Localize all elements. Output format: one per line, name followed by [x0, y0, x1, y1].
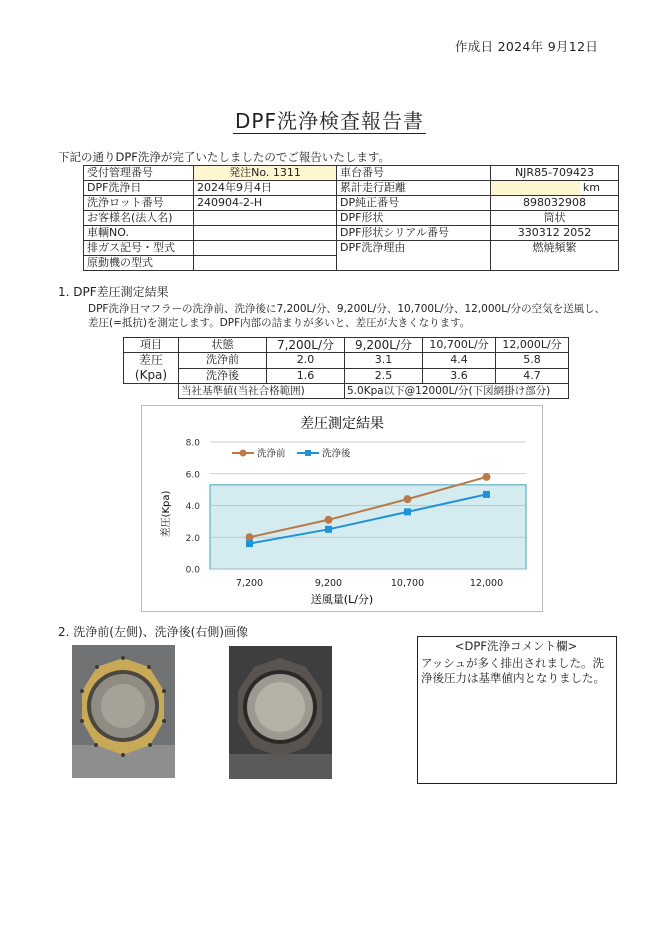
info-label: 原動機の型式 — [84, 256, 194, 271]
after-value: 4.7 — [496, 368, 569, 384]
info-label: DPF形状 — [337, 211, 491, 226]
legend-label: 洗浄後 — [322, 448, 351, 460]
info-label: 洗浄ロット番号 — [84, 196, 194, 211]
before-data-point — [483, 473, 491, 481]
info-label: DPF洗浄日 — [84, 181, 194, 196]
y-tick-label: 6.0 — [185, 470, 200, 481]
x-tick-label: 9,200 — [314, 578, 343, 589]
before-data-point — [325, 516, 333, 524]
after-filter-image — [229, 646, 332, 779]
info-label: 車台番号 — [337, 166, 491, 181]
y-tick-label: 8.0 — [185, 438, 200, 449]
standard-label: 当社基準値(当社合格範囲) — [179, 384, 345, 399]
pressure-label: 差圧 (Kpa) — [124, 353, 179, 384]
flow-header: 12,000L/分 — [496, 338, 569, 353]
chart-plot-area — [186, 439, 526, 590]
before-label: 洗浄前 — [179, 353, 267, 369]
legend-marker — [305, 450, 311, 456]
dpf-shape: 筒状 — [491, 211, 619, 226]
flow-header: 10,700L/分 — [423, 338, 496, 353]
lot-number: 240904-2-H — [194, 196, 337, 211]
table-row — [84, 226, 619, 241]
after-value: 1.6 — [267, 368, 345, 384]
after-data-point — [246, 540, 253, 547]
after-data-point — [404, 508, 411, 515]
legend-marker — [240, 450, 247, 457]
standard-value: 5.0Kpa以下@12000L/分(下図網掛け部分) — [345, 384, 569, 399]
report-title-text: DPF洗浄検査報告書 — [235, 109, 424, 133]
info-label: 車輌NO. — [84, 226, 194, 241]
after-label: 洗浄後 — [179, 368, 267, 384]
info-table — [83, 165, 619, 271]
before-value: 2.0 — [267, 353, 345, 369]
customer-name — [194, 211, 337, 226]
table-row — [84, 241, 619, 256]
after-cleaning-photo — [229, 646, 332, 779]
table-row — [84, 196, 619, 211]
info-label: 排ガス記号・型式 — [84, 241, 194, 256]
after-value: 2.5 — [345, 368, 423, 384]
y-tick-label: 2.0 — [185, 533, 200, 544]
x-tick-label: 12,000 — [469, 578, 504, 589]
emission-code — [194, 241, 337, 256]
pressure-chart — [141, 405, 543, 612]
before-filter-image — [72, 645, 175, 778]
x-axis-label: 送風量(L/分) — [310, 593, 374, 606]
x-tick-label: 10,700 — [390, 578, 425, 589]
report-title — [0, 105, 659, 134]
section1-heading: 1. DPF差圧測定結果 — [58, 285, 169, 299]
cleaning-reason: 燃焼頻繁 — [491, 241, 619, 271]
created-date: 作成日 2024年 9月12日 — [455, 39, 599, 54]
state-header: 状態 — [179, 338, 267, 353]
before-data-point — [404, 495, 412, 503]
section2-heading: 2. 洗浄前(左側)、洗浄後(右側)画像 — [58, 625, 248, 639]
table-row — [124, 384, 569, 399]
chassis-number: NJR85-709423 — [491, 166, 619, 181]
before-value: 3.1 — [345, 353, 423, 369]
chart-svg — [142, 406, 542, 611]
dp-part-number: 898032908 — [491, 196, 619, 211]
order-number: 発注No. 1311 — [194, 166, 337, 181]
y-tick-label: 4.0 — [185, 502, 200, 512]
info-label: DPF形状シリアル番号 — [337, 226, 491, 241]
flow-header: 7,200L/分 — [267, 338, 345, 353]
after-data-point — [325, 526, 332, 533]
intro-text: 下記の通りDPF洗浄が完了いたしましたのでご報告いたします。 — [58, 150, 390, 164]
before-data-point — [246, 533, 254, 541]
legend-label: 洗浄前 — [257, 448, 286, 460]
mileage-field: km — [491, 181, 619, 196]
table-row — [124, 338, 569, 353]
before-value: 4.4 — [423, 353, 496, 369]
after-data-point — [483, 491, 490, 498]
flow-header: 9,200L/分 — [345, 338, 423, 353]
x-tick-label: 7,200 — [235, 578, 264, 589]
before-value: 5.8 — [496, 353, 569, 369]
vehicle-number — [194, 226, 337, 241]
info-label: DP純正番号 — [337, 196, 491, 211]
acceptable-range-band — [210, 485, 526, 569]
after-value: 3.6 — [423, 368, 496, 384]
chart-title: 差圧測定結果 — [300, 416, 384, 432]
table-row — [124, 368, 569, 384]
info-label: 累計走行距離 — [337, 181, 491, 196]
engine-model — [194, 256, 337, 271]
section1-description: DPF洗浄日マフラーの洗浄前、洗浄後に7,200L/分、9,200L/分、10,700L/分、12,000L/分の空気を送風し、差圧(=抵抗)を測定します。DPF内部の詰まりが多いと、差圧が大きくなります。 — [88, 303, 606, 329]
table-row — [124, 353, 569, 369]
y-tick-label: 0.0 — [185, 565, 200, 576]
pressure-table — [123, 337, 569, 399]
comment-title: <DPF洗浄コメント欄> — [454, 639, 578, 653]
before-cleaning-photo — [72, 645, 175, 778]
info-label: お客様名(法人名) — [84, 211, 194, 226]
y-axis-label: 差圧(Kpa) — [161, 490, 172, 538]
cleaning-date: 2024年9月4日 — [194, 181, 337, 196]
info-label: DPF洗浄理由 — [337, 241, 491, 271]
serial-number: 330312 2052 — [491, 226, 619, 241]
table-row — [84, 211, 619, 226]
table-row — [84, 181, 619, 196]
table-row — [84, 166, 619, 181]
info-label: 受付管理番号 — [84, 166, 194, 181]
comment-text: アッシュが多く排出されました。洗浄後圧力は基準値内となりました。 — [421, 656, 605, 685]
item-header: 項目 — [124, 338, 179, 353]
